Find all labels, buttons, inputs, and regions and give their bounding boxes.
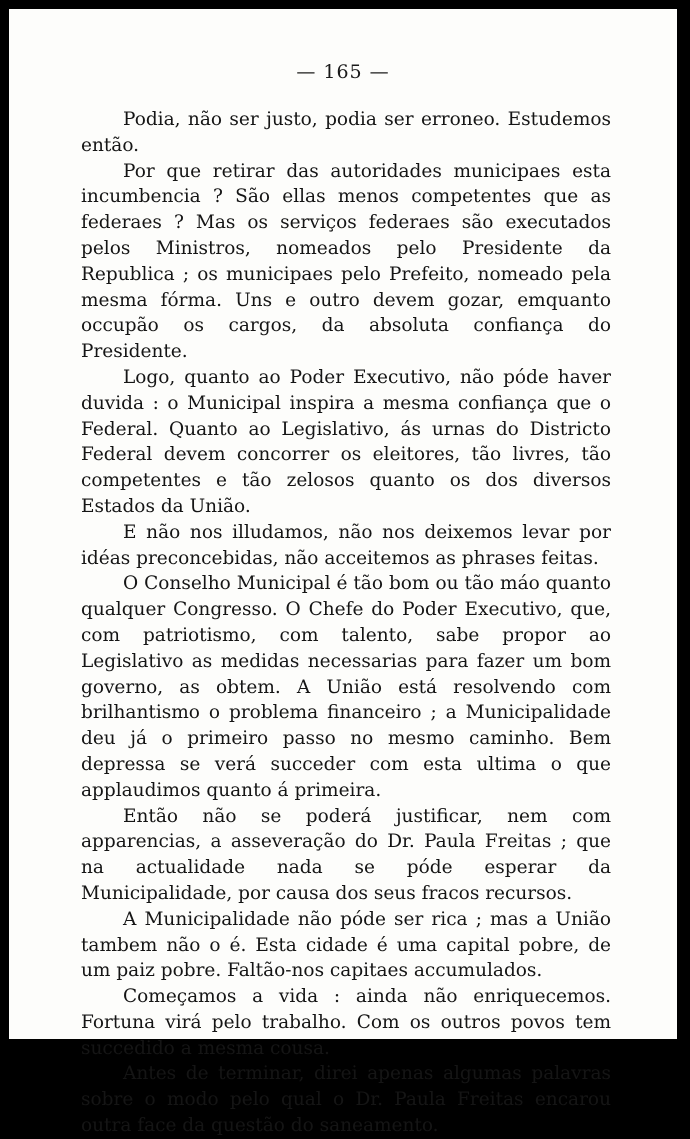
body-text <box>81 107 611 1139</box>
paragraph: Então não se poderá justificar, nem com apparencias, a asseveração do Dr. Paula Freitas ; que na actualidade nada se póde esperar da Municipalidade, por causa dos seus fracos recursos. <box>81 805 611 904</box>
paragraph: A Municipalidade não póde ser rica ; mas a União tambem não o é. Esta cidade é uma capital pobre, de um paiz pobre. Faltão-nos capitaes accumulados. <box>81 908 611 982</box>
paragraph: Podia, não ser justo, podia ser erroneo. Estudemos então. <box>81 109 611 156</box>
paragraph: Por que retirar das autoridades municipaes esta incumbencia ? São ellas menos competentes que as federaes ? Mas os serviços federaes são executados pelos Ministros, nomeados pelo Presidente da Republica ; os municipaes pelo Prefeito, nomeado pela mesma fórma. Uns e outro devem gozar, emquanto occupão os cargos, da absoluta confiança do Presidente. <box>81 160 611 363</box>
page-number: — 165 — <box>296 61 390 83</box>
paragraph: Antes de terminar, direi apenas algumas palavras sobre o modo pelo qual o Dr. Paula Freitas encarou outra face da questão do saneamento. <box>81 1063 611 1137</box>
paragraph: Começamos a vida : ainda não enriquecemos. Fortuna virá pelo trabalho. Com os outros povos tem succedido a mesma cousa. <box>81 986 611 1059</box>
paragraph: E não nos illudamos, não nos deixemos levar por idéas preconcebidas, não acceitemos as phrases feitas. <box>81 521 611 569</box>
book-page <box>9 9 677 1137</box>
paragraph: Logo, quanto ao Poder Executivo, não póde haver duvida : o Municipal inspira a mesma confiança que o Federal. Quanto ao Legislativo, ás urnas do Districto Federal devem concorrer os eleitores, tão livres, tão competentes e tão zelosos quanto os dos diversos Estados da União. <box>81 366 611 517</box>
paragraph: O Conselho Municipal é tão bom ou tão máo quanto qualquer Congresso. O Chefe do Poder Executivo, que, com patriotismo, com talento, sabe propor ao Legislativo as medidas necessarias para fazer um bom governo, as obtem. A União está resolvendo com brilhantismo o problema financeiro ; a Municipalidade deu já o primeiro passo no mesmo caminho. Bem depressa se verá succeder com esta ultima o que applaudimos quanto á primeira. <box>81 573 611 801</box>
